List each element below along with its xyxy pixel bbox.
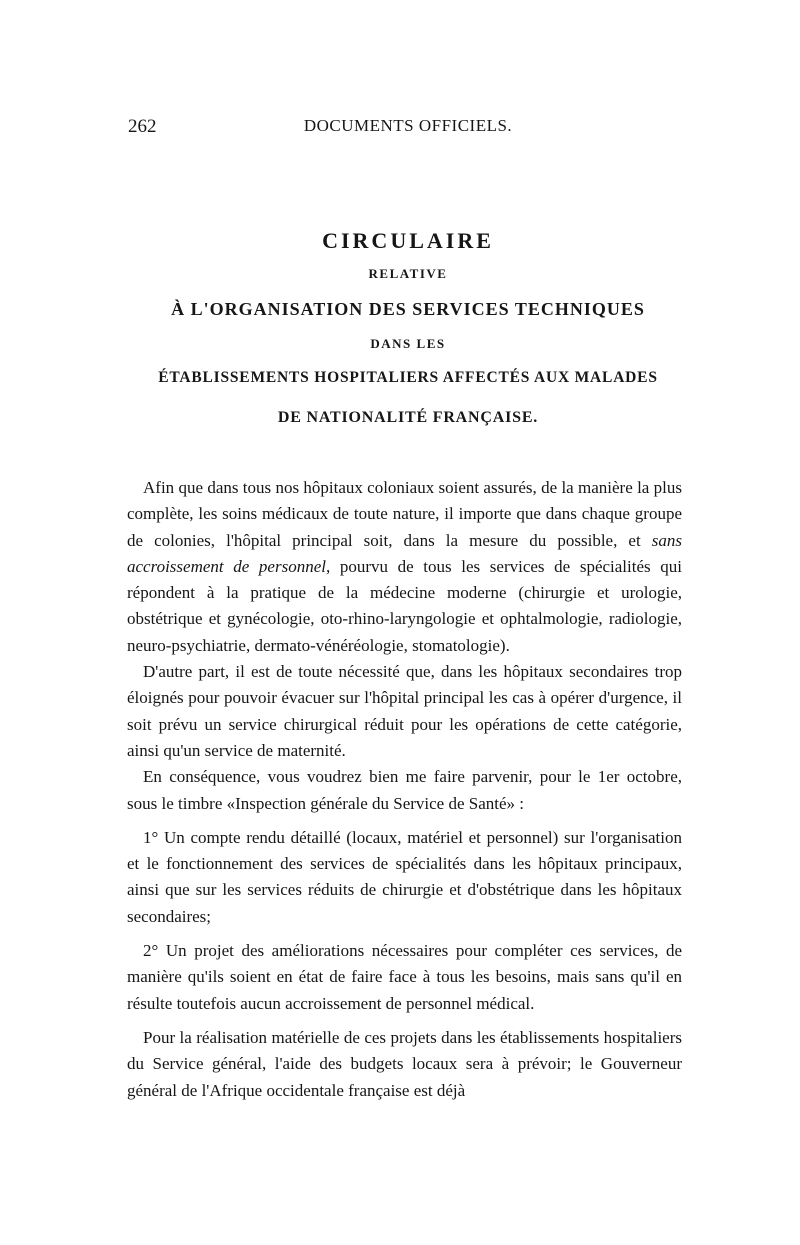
- paragraph-item-1: 1° Un compte rendu détaillé (locaux, matériel et personnel) sur l'organisation et le fonctionnement des services de spécialités dans les hôpitaux principaux, ainsi que sur les services réduits de chirurgie et d'obstétrique dans les hôpitaux secondaires;: [127, 827, 682, 926]
- title-line-dans-les: DANS LES: [370, 336, 446, 351]
- paragraph-6: Pour la réalisation matérielle de ces projets dans les établissements hospitaliers du Service général, l'aide des budgets locaux sera à prévoir; le Gouverneur général de l'Afrique occidentale française est déjà: [127, 1027, 682, 1100]
- paragraph-1: [127, 475, 682, 659]
- paragraph-2: D'autre part, il est de toute nécessité que, dans les hôpitaux secondaires trop éloignés pour pouvoir évacuer sur l'hôpital principal les cas à opérer d'urgence, il soit prévu un service chirurgical réduit pour les opérations de cette catégorie, ainsi qu'un service de maternité.: [127, 662, 682, 760]
- title-line-organisation: À L'ORGANISATION DES SERVICES TECHNIQUES: [171, 299, 645, 319]
- body-text: [127, 475, 682, 1104]
- running-title: DOCUMENTS OFFICIELS.: [303, 116, 513, 135]
- title-line-nationalite: DE NATIONALITÉ FRANÇAISE.: [277, 409, 539, 426]
- running-head: [128, 116, 688, 144]
- paragraph-1-emphasis: sans accroissement de personnel,: [127, 530, 682, 576]
- paragraph-1-start: Afin que dans tous nos hôpitaux coloniaux soient assurés, de la manière la plus complète, les soins médicaux de toute nature, il importe que dans chaque groupe de colonies, l'hôpital principal soit, dans la mesure du possible, et: [127, 478, 682, 550]
- paragraph-1-end: pourvu de tous les services de spécialités qui répondent à la pratique de la médecine moderne (chirurgie et urologie, obstétrique et gynécologie, oto-rhino-laryngologie et ophtalmologie, radiologie, neuro-psychiatrie, dermato-vénéréologie, stomatologie).: [127, 556, 682, 655]
- paragraph-3: En conséquence, vous voudrez bien me faire parvenir, pour le 1er octobre, sous le timbre «Inspection générale du Service de Santé» :: [127, 767, 682, 813]
- paragraph-item-2: 2° Un projet des améliorations nécessaires pour compléter ces services, de manière qu'ils soient en état de faire face à tous les besoins, mais sans qu'il en résulte toutefois aucun accroissement de personnel médical.: [127, 941, 682, 1013]
- title-line-circulaire: CIRCULAIRE: [322, 228, 494, 253]
- title-line-etablissements: ÉTABLISSEMENTS HOSPITALIERS AFFECTÉS AUX MALADES: [158, 369, 658, 386]
- page-number: 262: [128, 116, 157, 137]
- circular-title: [128, 222, 688, 438]
- title-line-relative: RELATIVE: [368, 266, 448, 281]
